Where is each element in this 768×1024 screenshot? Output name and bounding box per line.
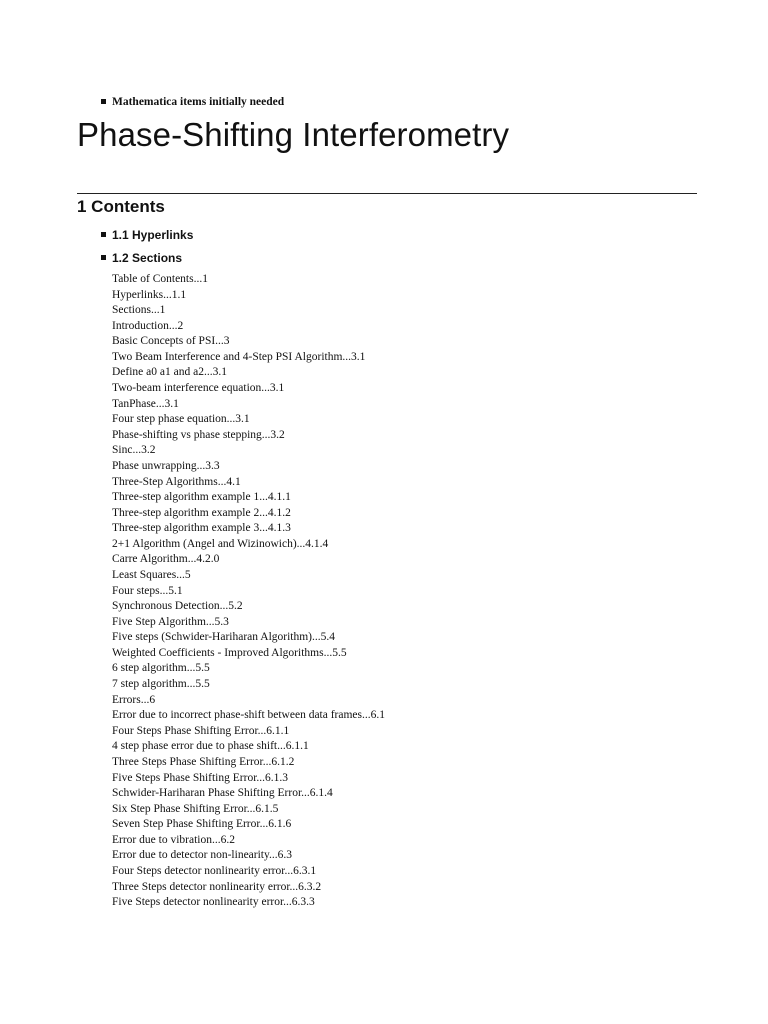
toc-entry[interactable]: Four steps...5.1 bbox=[112, 584, 183, 597]
toc-entry[interactable]: Two-beam interference equation...3.1 bbox=[112, 382, 285, 395]
toc-entry[interactable]: Sinc...3.2 bbox=[112, 444, 156, 457]
toc-entry[interactable]: TanPhase...3.1 bbox=[112, 397, 179, 410]
toc-entry[interactable]: 6 step algorithm...5.5 bbox=[112, 662, 210, 675]
toc-entry[interactable]: Error due to vibration...6.2 bbox=[112, 833, 235, 846]
toc-entry[interactable]: Least Squares...5 bbox=[112, 568, 191, 581]
toc-entry[interactable]: Three Steps Phase Shifting Error...6.1.2 bbox=[112, 755, 295, 768]
toc-entry[interactable]: Sections...1 bbox=[112, 304, 166, 317]
toc-entry[interactable]: Five steps (Schwider-Hariharan Algorithm)...5.4 bbox=[112, 631, 336, 644]
toc-entry[interactable]: Errors...6 bbox=[112, 693, 156, 706]
subsection-hyperlinks bbox=[101, 227, 193, 243]
toc-entry[interactable]: Basic Concepts of PSI...3 bbox=[112, 335, 230, 348]
toc-entry[interactable]: 4 step phase error due to phase shift...6.1.1 bbox=[112, 740, 309, 753]
toc-entry[interactable]: Five Steps Phase Shifting Error...6.1.3 bbox=[112, 771, 289, 784]
toc-entry[interactable]: Weighted Coefficients - Improved Algorithms...5.5 bbox=[112, 646, 347, 659]
toc-entry[interactable]: Three-step algorithm example 3...4.1.3 bbox=[112, 522, 291, 535]
toc-entry[interactable]: Error due to detector non-linearity...6.3 bbox=[112, 849, 292, 862]
title-divider bbox=[77, 193, 697, 194]
square-bullet-icon bbox=[101, 99, 106, 104]
toc-entry[interactable]: Error due to incorrect phase-shift between data frames...6.1 bbox=[112, 709, 386, 722]
toc-entry[interactable]: Two Beam Interference and 4-Step PSI Algorithm...3.1 bbox=[112, 350, 366, 363]
toc-entry[interactable]: Table of Contents...1 bbox=[112, 273, 208, 285]
toc-entry[interactable]: 2+1 Algorithm (Angel and Wizinowich)...4.1.4 bbox=[112, 537, 329, 550]
toc-entry[interactable]: 7 step algorithm...5.5 bbox=[112, 678, 210, 691]
mathematica-items-label: Mathematica items initially needed bbox=[112, 96, 285, 108]
toc-entry[interactable]: Synchronous Detection...5.2 bbox=[112, 600, 243, 613]
toc-entry[interactable]: Three-Step Algorithms...4.1 bbox=[112, 475, 241, 488]
subsection-label: 1.1 Hyperlinks bbox=[112, 228, 194, 242]
contents-heading: 1 Contents bbox=[77, 197, 165, 216]
subsection-sections bbox=[101, 250, 182, 266]
toc-entry[interactable]: Introduction...2 bbox=[112, 319, 184, 332]
mathematica-items-bullet bbox=[101, 95, 284, 109]
toc-entry[interactable]: Five Step Algorithm...5.3 bbox=[112, 615, 229, 628]
toc-entry[interactable]: Seven Step Phase Shifting Error...6.1.6 bbox=[112, 818, 292, 831]
toc-entry[interactable]: Carre Algorithm...4.2.0 bbox=[112, 553, 220, 566]
toc-entry[interactable]: Four step phase equation...3.1 bbox=[112, 413, 250, 426]
toc-entry[interactable]: Five Steps detector nonlinearity error...6.3.3 bbox=[112, 896, 315, 909]
toc-entry[interactable]: Schwider-Hariharan Phase Shifting Error...6.1.4 bbox=[112, 787, 333, 800]
toc-entry[interactable]: Three Steps detector nonlinearity error...6.3.2 bbox=[112, 880, 322, 893]
toc-entry[interactable]: Six Step Phase Shifting Error...6.1.5 bbox=[112, 802, 279, 815]
table-of-contents-list bbox=[112, 272, 385, 911]
toc-entry[interactable]: Define a0 a1 and a2...3.1 bbox=[112, 366, 227, 379]
toc-entry[interactable]: Three-step algorithm example 2...4.1.2 bbox=[112, 506, 291, 519]
toc-entry[interactable]: Phase unwrapping...3.3 bbox=[112, 459, 220, 472]
subsection-label: 1.2 Sections bbox=[112, 251, 183, 265]
document-title: Phase-Shifting Interferometry bbox=[77, 116, 510, 153]
toc-entry[interactable]: Phase-shifting vs phase stepping...3.2 bbox=[112, 428, 285, 441]
toc-entry[interactable]: Four Steps detector nonlinearity error...6.3.1 bbox=[112, 864, 317, 877]
square-bullet-icon bbox=[101, 232, 106, 237]
toc-entry[interactable]: Four Steps Phase Shifting Error...6.1.1 bbox=[112, 724, 290, 737]
toc-entry[interactable]: Hyperlinks...1.1 bbox=[112, 288, 187, 301]
toc-entry[interactable]: Three-step algorithm example 1...4.1.1 bbox=[112, 491, 291, 504]
square-bullet-icon bbox=[101, 255, 106, 260]
